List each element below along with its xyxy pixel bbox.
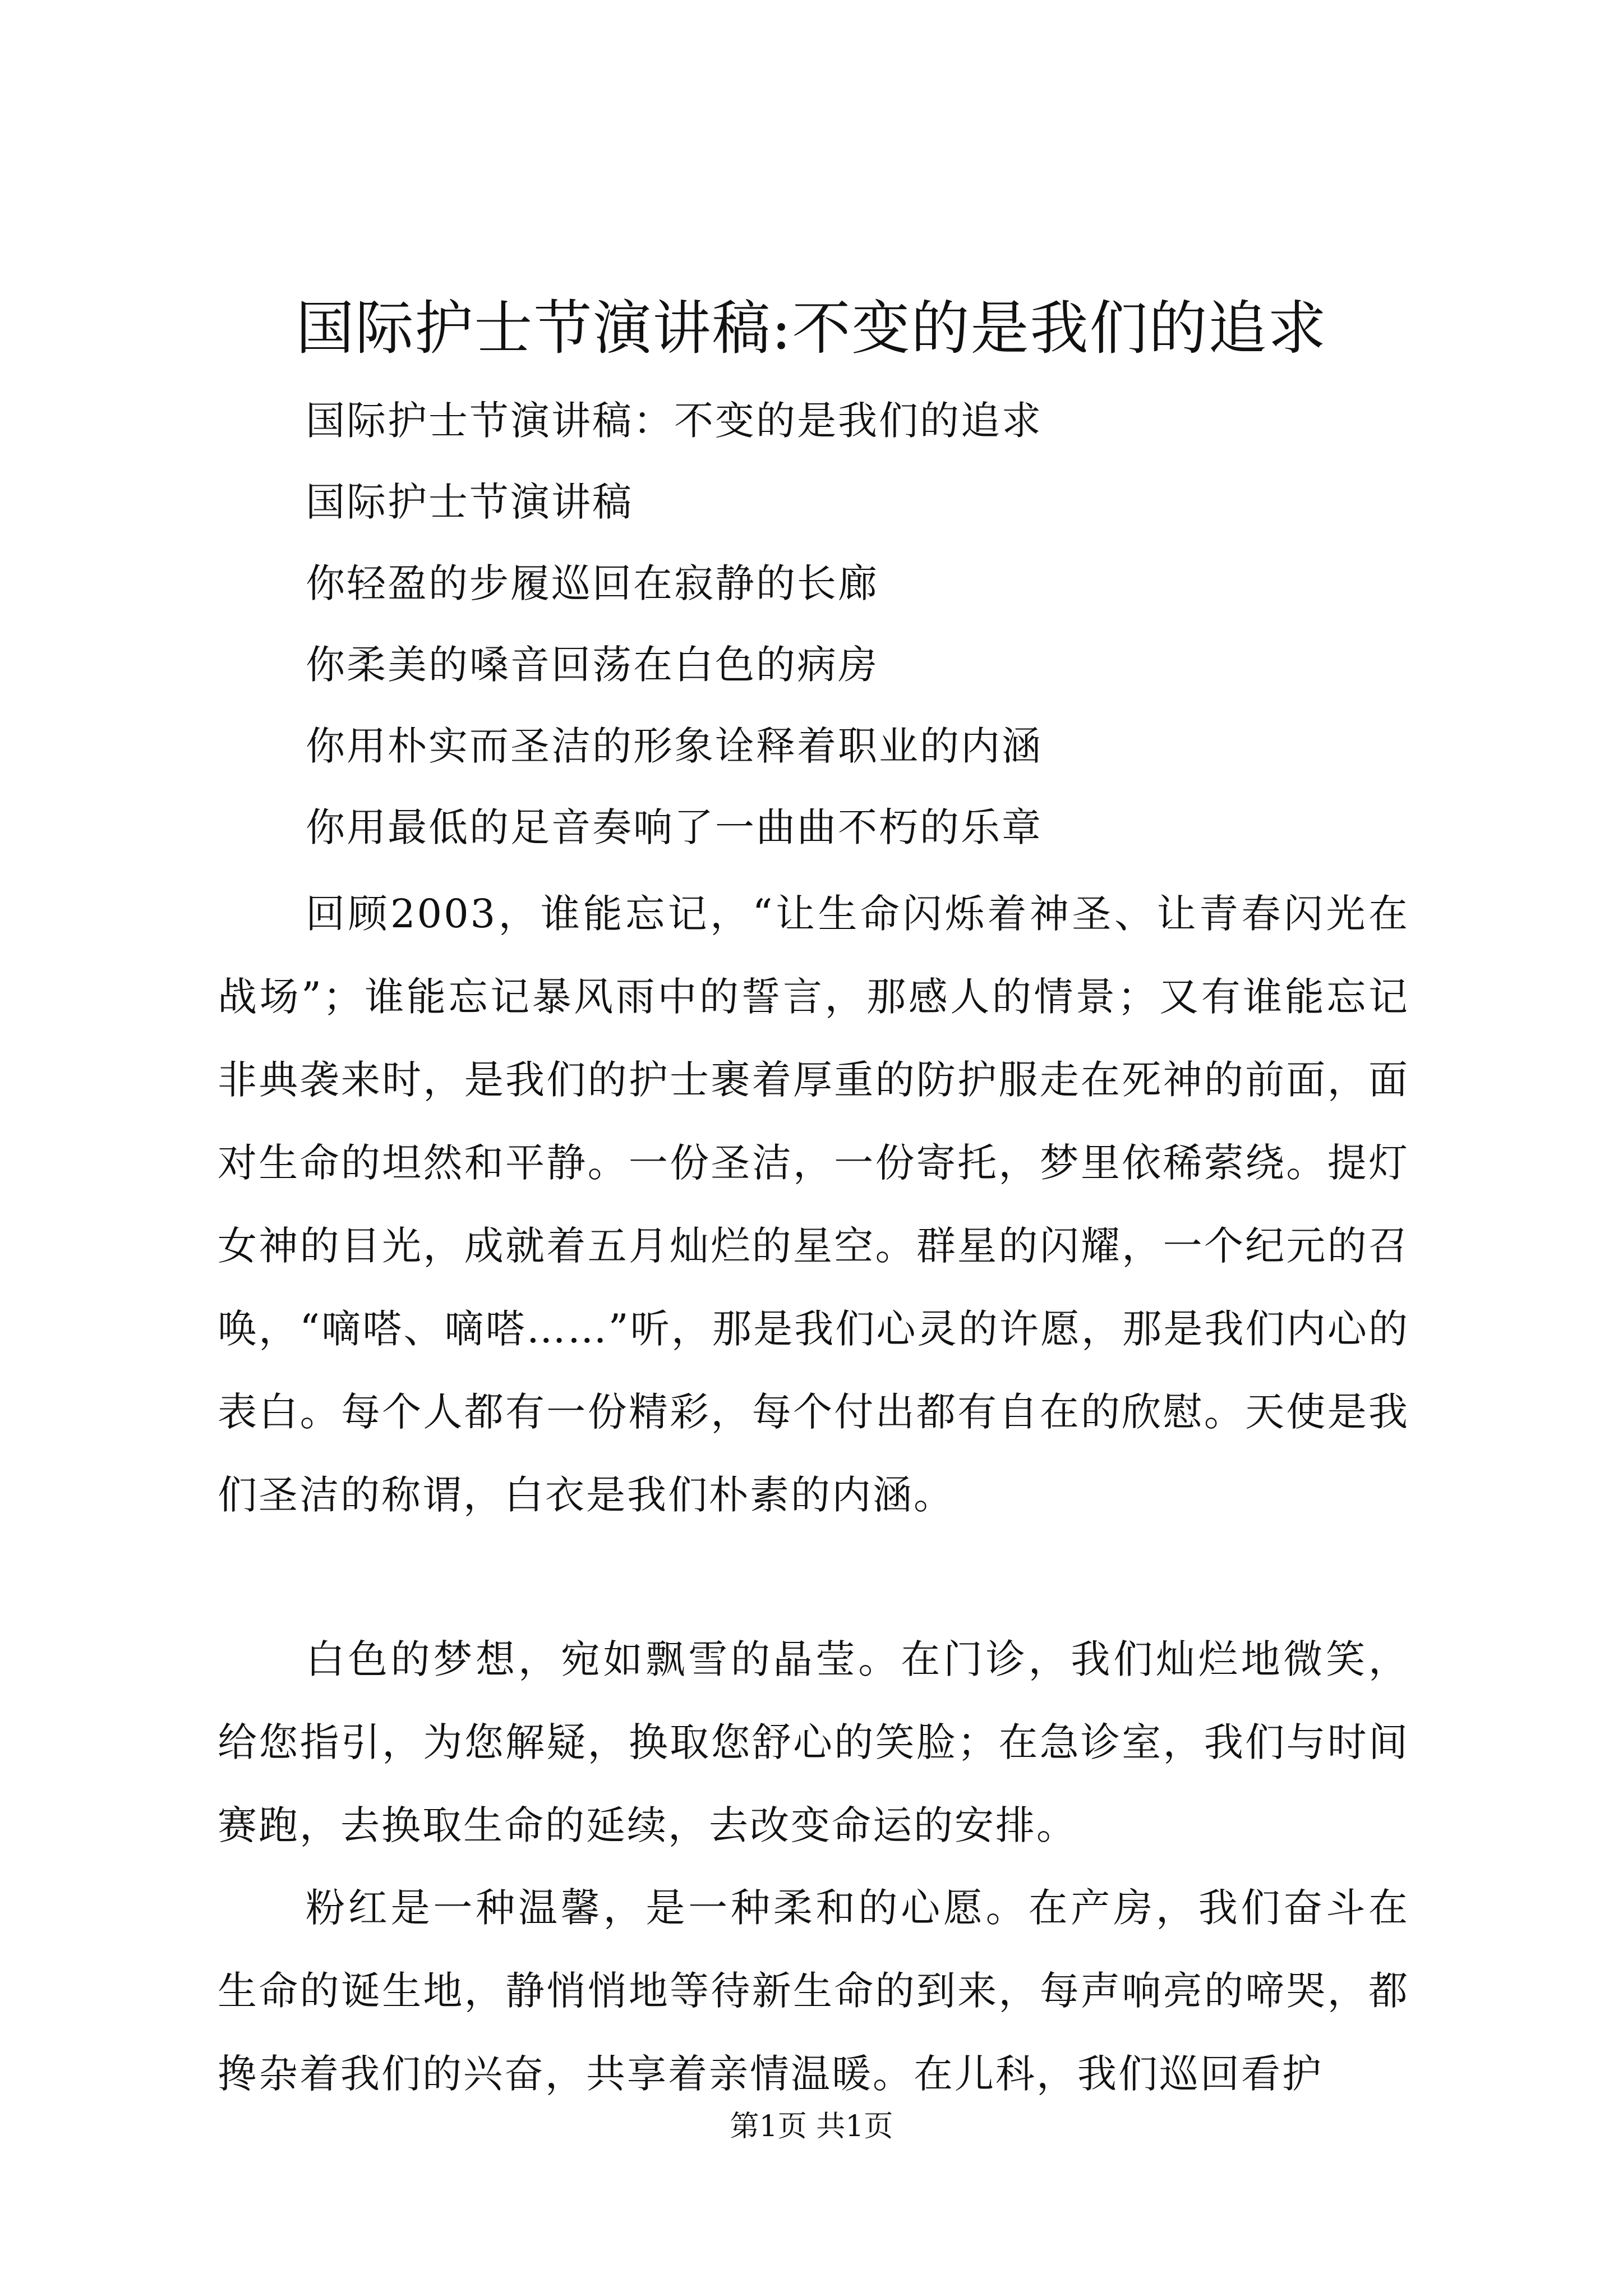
text-line: 你用朴实而圣洁的形象诠释着职业的内涵 xyxy=(306,723,1043,769)
text-line: 你柔美的嗓音回荡在白色的病房 xyxy=(306,642,879,688)
text-line: 你用最低的足音奏响了一曲曲不朽的乐章 xyxy=(306,804,1043,850)
text-line: 国际护士节演讲稿 xyxy=(306,479,633,525)
page-footer: 第1页 共1页 xyxy=(730,2110,893,2143)
text-line: 你轻盈的步履巡回在寂静的长廊 xyxy=(306,560,879,606)
paragraph: 白色的梦想，宛如飘雪的晶莹。在门诊，我们灿烂地微笑，给您指引，为您解疑，换取您舒心的笑脸；在急诊室，我们与时间赛跑，去换取生命的延续，去改变命运的安排。 xyxy=(218,1636,1409,1848)
paragraph: 粉红是一种温馨，是一种柔和的心愿。在产房，我们奋斗在生命的诞生地，静悄悄地等待新生命的到来，每声响亮的啼哭，都搀杂着我们的兴奋，共享着亲情温暖。在儿科，我们巡回看护 xyxy=(218,1885,1409,2097)
text-line: 国际护士节演讲稿：不变的是我们的追求 xyxy=(306,398,1043,444)
paragraph: 回顾2003，谁能忘记，“让生命闪烁着神圣、让青春闪光在战场”；谁能忘记暴风雨中的誓言，那感人的情景；又有谁能忘记非典袭来时，是我们的护士裹着厚重的防护服走在死神的前面，面对生命的坦然和平静。一份圣洁，一份寄托，梦里依稀萦绕。提灯女神的目光，成就着五月灿烂的星空。群星的闪耀，一个纪元的召唤，“嘀嗒、嘀嗒……”听，那是我们心灵的许愿，那是我们内心的表白。每个人都有一份精彩，每个付出都有自在的欣慰。天使是我们圣洁的称谓，白衣是我们朴素的内涵。 xyxy=(218,891,1409,1518)
document-title: 国际护士节演讲稿:不变的是我们的追求 xyxy=(296,294,1327,362)
